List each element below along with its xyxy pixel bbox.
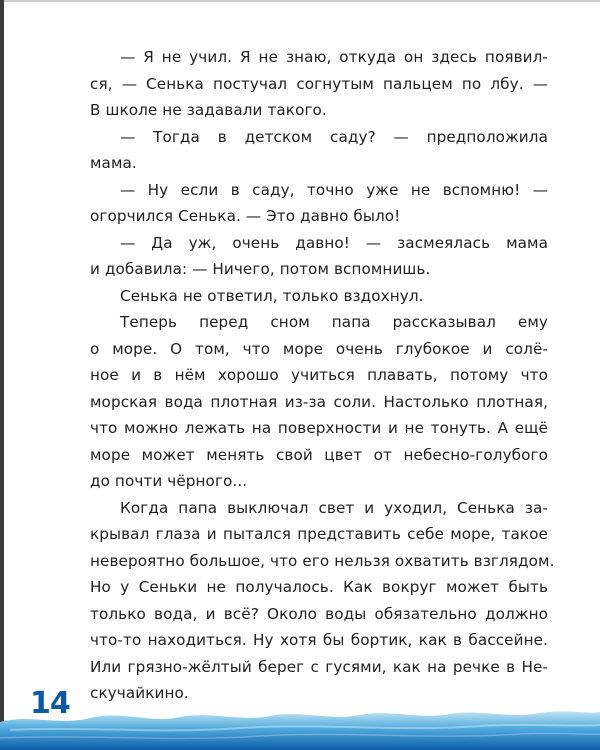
page-top-edge <box>0 0 600 2</box>
text-line: что-то находиться. Ну хотя бы бортик, как в бассейне. <box>90 631 548 649</box>
page-number: 14 <box>30 686 70 721</box>
text-line: огорчился Сенька. — Это давно было! <box>90 207 401 225</box>
text-line: крывал глаза и пытался представить себе море, такое <box>90 525 548 543</box>
text-line: ное и в нём хорошо учиться плавать, потому что <box>90 366 548 384</box>
text-line: о море. О том, что море очень глубокое и солё- <box>90 339 548 358</box>
text-line: Теперь перед сном папа рассказывал ему <box>120 313 548 331</box>
text-line: мама. <box>90 154 137 172</box>
text-line: Когда папа выключал свет и уходил, Сенька за- <box>120 498 548 517</box>
text-line: только вода, и всё? Около воды обязательно должно <box>90 604 548 623</box>
text-line: до почти чёрного... <box>90 472 248 490</box>
text-line: — Тогда в детском саду? — предположила <box>120 127 548 146</box>
text-line: — Я не учил. Я не знаю, откуда он здесь появил- <box>120 48 548 66</box>
text-line: Или грязно-жёлтый берег с гусями, как на речке в Не- <box>90 657 548 676</box>
text-line: — Ну если в саду, точно уже не вспомню! — <box>120 180 548 199</box>
page-left-edge <box>0 0 4 750</box>
text-line: ся, — Сенька постучал согнутым пальцем по лбу. — <box>90 74 548 93</box>
text-line: Но у Сеньки не получалось. Как вокруг может быть <box>90 578 548 596</box>
text-line: Сенька не ответил, только вздохнул. <box>120 286 424 305</box>
text-line: невероятно большое, что его нельзя охватить взглядом. <box>90 551 555 570</box>
body-text <box>90 44 555 707</box>
sea-wave-decoration <box>0 700 600 750</box>
text-line: что можно лежать на поверхности и не тонуть. А ещё <box>90 419 548 437</box>
text-line: — Да уж, очень давно! — засмеялась мама <box>120 233 548 252</box>
text-line: В школе не задавали такого. <box>90 101 327 119</box>
wave-fill <box>0 711 600 750</box>
text-line: и добавила: — Ничего, потом вспомнишь. <box>90 260 431 278</box>
text-line: морская вода плотная из-за соли. Настолько плотная, <box>90 392 548 411</box>
text-line: море может менять свой цвет от небесно-голубого <box>90 445 548 464</box>
text-line: скучайкино. <box>90 684 189 702</box>
